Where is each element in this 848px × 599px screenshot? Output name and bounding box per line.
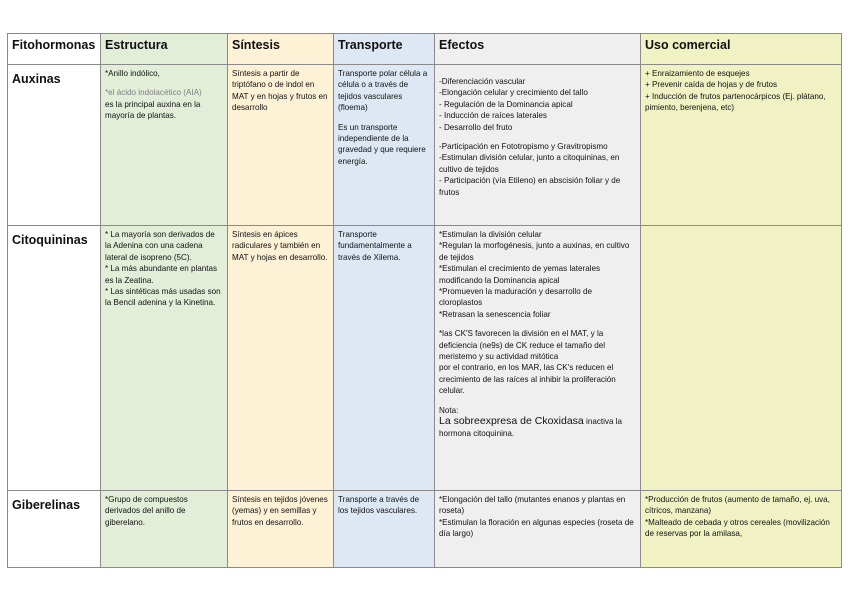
estructura-line: es la principal auxina en la mayoría de plantas.: [105, 99, 201, 121]
cell-estructura: [101, 65, 228, 226]
cell-efectos: [435, 65, 641, 226]
cell-transporte: [334, 226, 435, 491]
cell-transporte: [334, 491, 435, 568]
row-name: Auxinas: [8, 65, 101, 226]
nota-rest: inactiva la hormona citoquinina.: [439, 417, 623, 438]
header-uso-comercial: Uso comercial: [641, 34, 842, 65]
nota-label: Nota:: [439, 405, 459, 415]
uso-line: *Malteado de cebada y otros cereales (movilización de reservas por la amilasa,: [645, 517, 830, 539]
uso-line: + Inducción de frutos partenocárpicos (Ej. plátano, pimiento, berenjena, etc): [645, 91, 826, 113]
uso-line: + Enraizamiento de esquejes: [645, 69, 750, 78]
nota-text: [439, 416, 636, 439]
transporte-text: Transporte fundamentalmente a través de Xilema.: [338, 230, 412, 262]
header-row: [8, 34, 842, 65]
efecto-line: *Regulan la morfogénesis, junto a auxinas, en cultivo de tejidos: [439, 241, 630, 262]
efecto-line: -Estimulan división celular, junto a citoquininas, en cultivo de tejidos: [439, 153, 620, 174]
efecto-line: - Inducción de raíces laterales: [439, 111, 547, 121]
estructura-line: * La mayoría son derivados de la Adenina con una cadena lateral de isopreno (5C).: [105, 230, 215, 262]
efecto-line: *Retrasan la senescencia foliar: [439, 309, 551, 319]
efecto-line: *Promueven la maduración y desarrollo de cloroplastos: [439, 287, 592, 308]
header-sintesis: Síntesis: [228, 34, 334, 65]
efecto-line: -Participación en Fototropismo y Gravitropismo: [439, 142, 608, 152]
efecto-line: *Estimulan la floración en algunas especies (roseta de día largo): [439, 517, 634, 539]
cell-transporte: [334, 65, 435, 226]
efecto-line: -Elongación celular y crecimiento del tallo: [439, 88, 588, 98]
estructura-text: *Grupo de compuestos derivados del anillo de giberelano.: [105, 495, 188, 527]
transporte-text: Transporte polar célula a célula o a través de tejidos vasculares (floema): [338, 69, 428, 113]
header-efectos: Efectos: [435, 34, 641, 65]
efecto-line: *Estimulan la división celular: [439, 230, 542, 239]
cell-efectos: [435, 226, 641, 491]
efecto-line: - Participación (vía Etileno) en abscisión foliar y de frutos: [439, 176, 621, 197]
cell-uso-comercial: [641, 226, 842, 491]
estructura-line: *Anillo indólico,: [105, 69, 160, 78]
efecto-line: - Desarrollo del fruto: [439, 122, 513, 132]
transporte-text: Es un transporte independiente de la gravedad y que requiere energía.: [338, 122, 426, 166]
table-row-auxinas: [8, 65, 842, 226]
estructura-line: * La más abundante en plantas es la Zeatina.: [105, 264, 218, 285]
sintesis-text: Síntesis en tejidos jóvenes (yemas) y en semillas y frutos en desarrollo.: [232, 495, 328, 527]
header-transporte: Transporte: [334, 34, 435, 65]
efecto-line: por el contrario, en los MAR, las CK's reducen el crecimiento de las raíces al inhibir la proliferación celular.: [439, 363, 616, 396]
table-row-citoquininas: [8, 226, 842, 491]
cell-uso-comercial: [641, 65, 842, 226]
row-name: Citoquininas: [8, 226, 101, 491]
header-estructura: Estructura: [101, 34, 228, 65]
transporte-text: Transporte a través de los tejidos vasculares.: [338, 495, 420, 516]
cell-sintesis: [228, 491, 334, 568]
efecto-line: -Diferenciación vascular: [439, 77, 526, 86]
uso-line: *Producción de frutos (aumento de tamaño, ej. uva, cítricos, manzana): [645, 495, 830, 516]
cell-sintesis: [228, 226, 334, 491]
table-row-giberelinas: [8, 491, 842, 568]
cell-estructura: [101, 491, 228, 568]
estructura-line: * Las sintéticas más usadas son la Bencil adenina y la Kinetina.: [105, 287, 221, 308]
sintesis-text: Síntesis a partir de triptófano o de indol en MAT y en hojas y frutos en desarrollo: [232, 69, 328, 113]
cell-uso-comercial: [641, 491, 842, 568]
cell-sintesis: [228, 65, 334, 226]
header-fitohormonas: Fitohormonas: [8, 34, 101, 65]
efecto-line: *Estimulan el crecimiento de yemas laterales modificando la Dominancia apical: [439, 264, 601, 285]
efecto-line: - Regulación de la Dominancia apical: [439, 99, 573, 109]
uso-line: + Prevenir caída de hojas y de frutos: [645, 80, 778, 90]
sintesis-text: Síntesis en ápices radiculares y también en MAT y hojas en desarrollo.: [232, 230, 328, 262]
cell-estructura: [101, 226, 228, 491]
efecto-line: *Elongación del tallo (mutantes enanos y plantas en roseta): [439, 495, 626, 516]
row-name: Giberelinas: [8, 491, 101, 568]
cell-efectos: [435, 491, 641, 568]
estructura-line: *el ácido indolacético (AIA): [105, 88, 202, 98]
efecto-line: *las CK'S favorecen la división en el MAT, y la deficiencia (ne9s) de CK reduce el tamaño del meristemo y su actividad mitótica: [439, 329, 606, 362]
nota-highlight: La sobreexpresa de Ckoxidasa: [439, 415, 584, 428]
fitohormonas-table: [7, 33, 842, 568]
